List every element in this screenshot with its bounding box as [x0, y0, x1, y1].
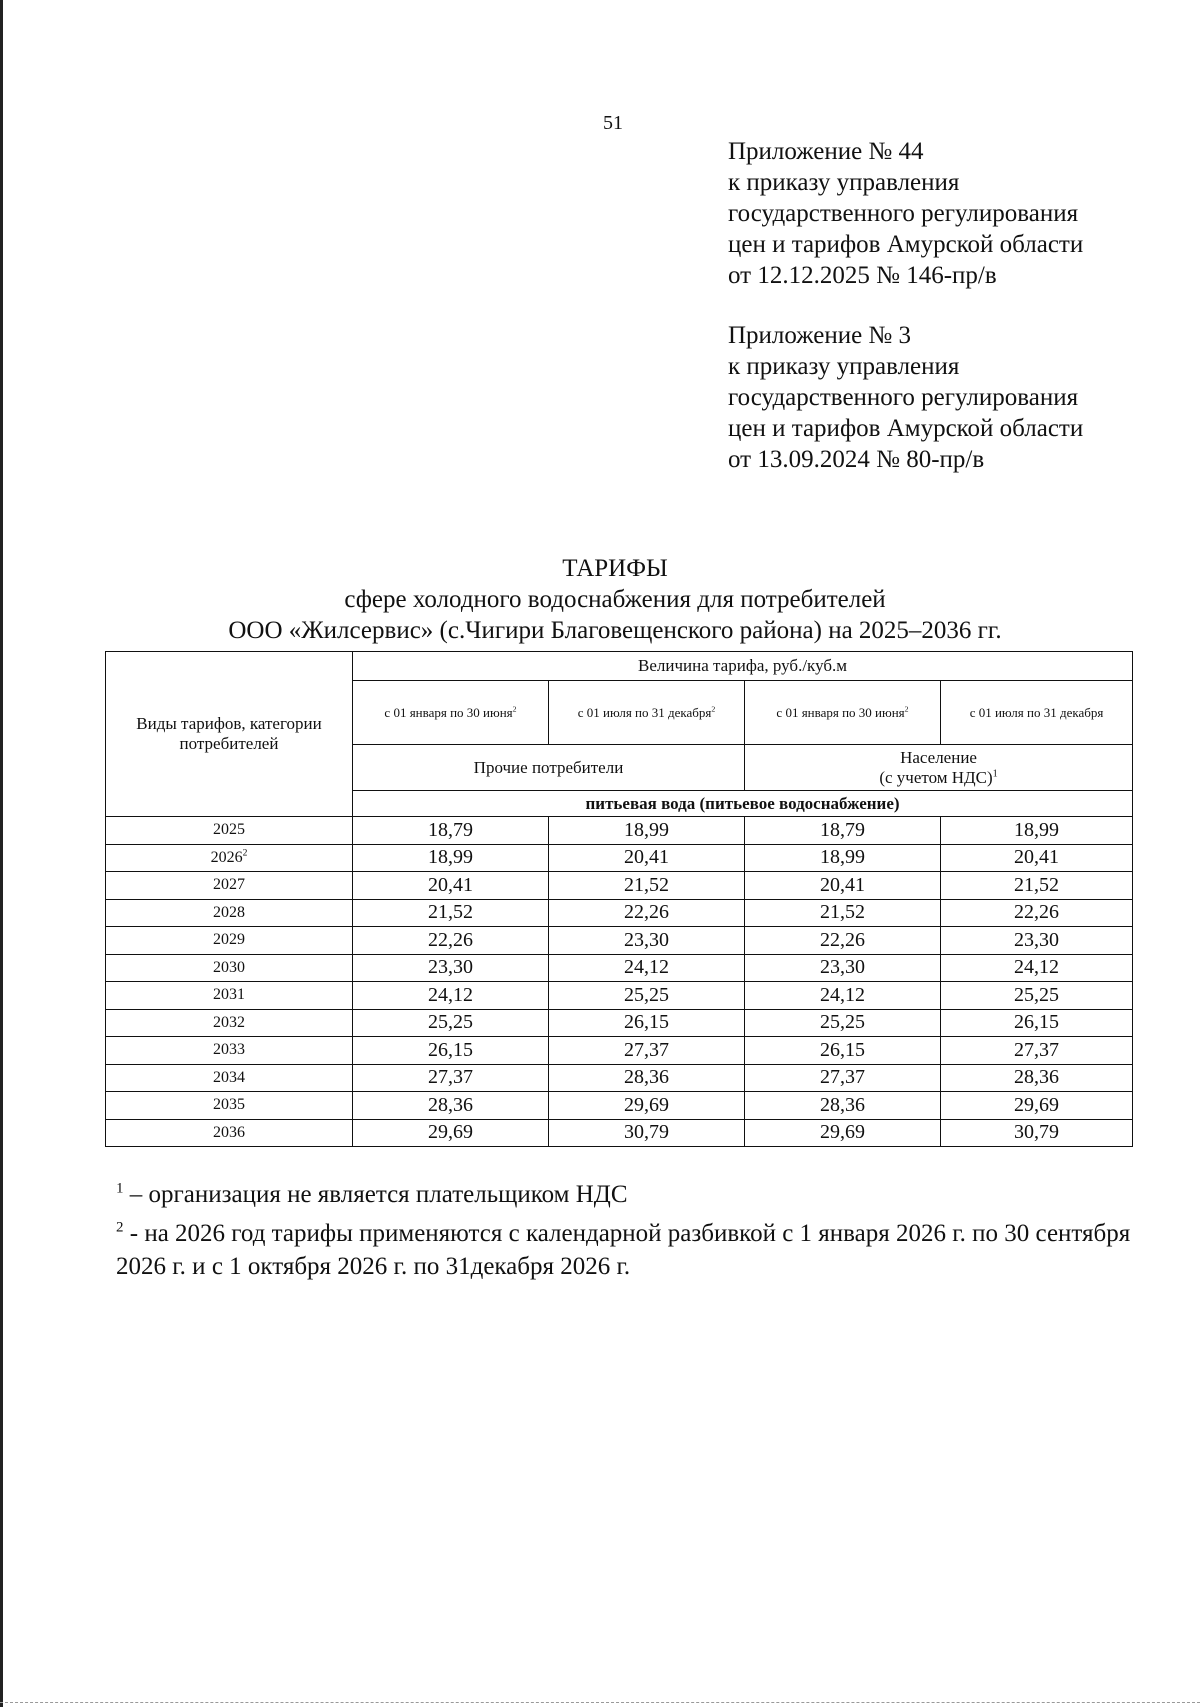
tariff-value-cell: 29,69 — [941, 1092, 1133, 1120]
tariff-value-cell: 28,36 — [745, 1092, 941, 1120]
footnote-text: – организация не является плательщиком НДС — [123, 1181, 628, 1208]
tariff-value-cell: 23,30 — [549, 927, 745, 955]
tariff-value-cell: 27,37 — [353, 1064, 549, 1092]
tariff-value-cell: 23,30 — [745, 954, 941, 982]
tariff-value-cell: 24,12 — [549, 954, 745, 982]
tariff-value-cell: 28,36 — [941, 1064, 1133, 1092]
row-year-label: 2031 — [213, 986, 245, 1004]
tariff-value-cell: 29,69 — [549, 1092, 745, 1120]
period-header-3 — [745, 681, 941, 745]
tariff-value-cell: 26,15 — [941, 1009, 1133, 1037]
appendix-line: Приложение № 44 — [728, 138, 924, 165]
group-population-footnote-mark: 1 — [992, 767, 998, 779]
row-year — [106, 1092, 353, 1120]
row-year-label: 2027 — [213, 876, 245, 894]
table-row — [106, 1092, 1133, 1120]
header-tariff-value: Величина тарифа, руб./куб.м — [353, 652, 1133, 681]
title-line: сфере холодного водоснабжения для потребителей — [344, 586, 886, 613]
period-label: с 01 июля по 31 декабря — [577, 704, 712, 720]
tariff-value-cell: 18,99 — [745, 844, 941, 872]
period-footnote-mark: 2 — [711, 704, 716, 714]
tariff-value-cell: 25,25 — [745, 1009, 941, 1037]
row-year-footnote-mark: 2 — [242, 847, 248, 859]
tariff-value-cell: 30,79 — [549, 1119, 745, 1147]
period-header-4 — [941, 681, 1133, 745]
row-year — [106, 1064, 353, 1092]
row-year — [106, 817, 353, 845]
scan-left-edge — [0, 0, 3, 1707]
tariff-value-cell: 28,36 — [353, 1092, 549, 1120]
tariff-value-cell: 24,12 — [941, 954, 1133, 982]
row-year — [106, 982, 353, 1010]
row-year-label: 2035 — [213, 1096, 245, 1114]
row-year — [106, 954, 353, 982]
header-category-label: Виды тарифов, категории потребителей — [136, 714, 322, 753]
appendix-header-44 — [728, 136, 1083, 291]
tariff-value-cell: 21,52 — [941, 872, 1133, 900]
document-title — [100, 553, 1130, 646]
scan-bottom-edge — [0, 1702, 1200, 1703]
tariff-value-cell: 27,37 — [941, 1037, 1133, 1065]
appendix-line: государственного регулирования — [728, 200, 1079, 227]
period-footnote-mark: 2 — [904, 704, 909, 714]
group-population-line2-wrap — [745, 768, 1132, 788]
tariff-value-cell: 27,37 — [549, 1037, 745, 1065]
tariff-value-cell: 18,79 — [745, 817, 941, 845]
row-year — [106, 872, 353, 900]
tariff-value-cell: 22,26 — [549, 899, 745, 927]
table-row — [106, 899, 1133, 927]
tariff-value-cell: 22,26 — [745, 927, 941, 955]
appendix-line: цен и тарифов Амурской области — [728, 231, 1084, 258]
row-year-label: 2033 — [213, 1041, 245, 1059]
table-row — [106, 954, 1133, 982]
footnote-1 — [116, 1178, 1136, 1211]
tariff-value-cell: 18,79 — [353, 817, 549, 845]
tariff-value-cell: 18,99 — [941, 817, 1133, 845]
row-year-label: 2028 — [213, 903, 245, 921]
row-year-label: 2029 — [213, 931, 245, 949]
period-footnote-mark: 2 — [512, 704, 517, 714]
appendix-line: государственного регулирования — [728, 384, 1079, 411]
tariff-value-cell: 29,69 — [745, 1119, 941, 1147]
title-line: ООО «Жилсервис» (с.Чигири Благовещенского района) на 2025–2036 гг. — [228, 617, 1002, 644]
table-row — [106, 817, 1133, 845]
group-population-line2: (с учетом НДС) — [879, 767, 993, 787]
footnote-2 — [116, 1217, 1136, 1283]
row-year-label: 2032 — [213, 1013, 245, 1031]
tariff-value-cell: 26,15 — [549, 1009, 745, 1037]
tariff-value-cell: 21,52 — [353, 899, 549, 927]
tariff-value-cell: 25,25 — [353, 1009, 549, 1037]
title-heading: ТАРИФЫ — [562, 555, 668, 582]
tariff-value-cell: 30,79 — [941, 1119, 1133, 1147]
group-population-line1: Население — [900, 747, 977, 767]
table-row — [106, 982, 1133, 1010]
table-row — [106, 844, 1133, 872]
tariff-value-cell: 29,69 — [353, 1119, 549, 1147]
appendix-line: от 12.12.2025 № 146-пр/в — [728, 262, 997, 289]
page-number: 51 — [603, 112, 623, 134]
tariff-value-cell: 20,41 — [353, 872, 549, 900]
period-label: с 01 января по 30 июня — [776, 704, 905, 720]
tariff-value-cell: 21,52 — [745, 899, 941, 927]
tariff-value-cell: 24,12 — [745, 982, 941, 1010]
table-row — [106, 1064, 1133, 1092]
row-year — [106, 1037, 353, 1065]
tariff-value-cell: 26,15 — [353, 1037, 549, 1065]
row-year-label: 2036 — [213, 1123, 245, 1141]
tariff-value-cell: 21,52 — [549, 872, 745, 900]
period-label: с 01 января по 30 июня — [384, 704, 513, 720]
row-year — [106, 1009, 353, 1037]
appendix-line: Приложение № 3 — [728, 322, 912, 349]
appendix-line: к приказу управления — [728, 169, 960, 196]
tariff-value-cell: 24,12 — [353, 982, 549, 1010]
tariff-value-cell: 22,26 — [353, 927, 549, 955]
appendix-line: цен и тарифов Амурской области — [728, 415, 1084, 442]
period-label: с 01 июля по 31 декабря — [969, 704, 1104, 720]
row-year-label: 2025 — [213, 821, 245, 839]
group-population — [745, 745, 1133, 791]
tariff-value-cell: 26,15 — [745, 1037, 941, 1065]
table-row — [106, 1009, 1133, 1037]
tariff-value-cell: 25,25 — [549, 982, 745, 1010]
tariff-value-cell: 18,99 — [353, 844, 549, 872]
section-drinking-water: питьевая вода (питьевое водоснабжение) — [353, 791, 1133, 817]
header-category — [106, 652, 353, 817]
tariff-value-cell: 28,36 — [549, 1064, 745, 1092]
tariff-value-cell: 25,25 — [941, 982, 1133, 1010]
table-row — [106, 927, 1133, 955]
tariff-value-cell: 20,41 — [941, 844, 1133, 872]
row-year — [106, 927, 353, 955]
row-year — [106, 1119, 353, 1147]
footnote-mark: 1 — [116, 1180, 124, 1197]
footnotes — [116, 1178, 1136, 1289]
tariff-value-cell: 20,41 — [745, 872, 941, 900]
row-year-label: 2030 — [213, 958, 245, 976]
row-year — [106, 844, 353, 872]
tariff-table — [105, 651, 1133, 1147]
row-year-label: 2026 — [210, 848, 243, 866]
tariff-value-cell: 27,37 — [745, 1064, 941, 1092]
tariff-value-cell: 18,99 — [549, 817, 745, 845]
row-year — [106, 899, 353, 927]
tariff-value-cell: 20,41 — [549, 844, 745, 872]
footnote-text: - на 2026 год тарифы применяются с календарной разбивкой с 1 января 2026 г. по 30 сентября 2026 г. и с 1 октября 2026 г. по 31декабря 2026 г. — [116, 1220, 1131, 1280]
footnote-mark: 2 — [116, 1219, 124, 1236]
period-header-1 — [353, 681, 549, 745]
period-header-2 — [549, 681, 745, 745]
table-row — [106, 1037, 1133, 1065]
tariff-value-cell: 23,30 — [941, 927, 1133, 955]
appendix-header-3 — [728, 320, 1083, 475]
appendix-line: от 13.09.2024 № 80-пр/в — [728, 446, 985, 473]
appendix-line: к приказу управления — [728, 353, 960, 380]
group-other-consumers: Прочие потребители — [353, 745, 745, 791]
table-row — [106, 872, 1133, 900]
row-year-label: 2034 — [213, 1068, 245, 1086]
tariff-value-cell: 22,26 — [941, 899, 1133, 927]
table-row — [106, 1119, 1133, 1147]
tariff-value-cell: 23,30 — [353, 954, 549, 982]
